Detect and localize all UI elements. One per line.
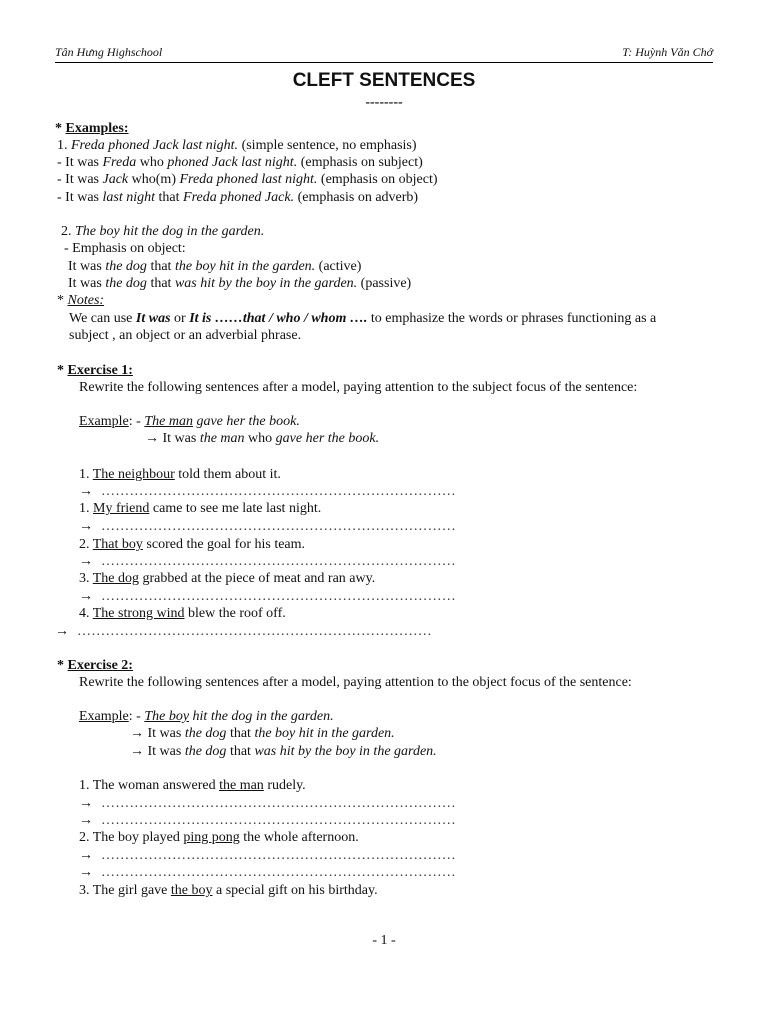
exercise2-example-answer-passive: → It was the dog that was hit by the boy in the garden. bbox=[130, 744, 437, 759]
exercise1-example: Example: - The man gave her the book. bbox=[79, 414, 300, 429]
arrow-icon: → bbox=[145, 431, 159, 446]
answer-blank[interactable]: → ………………………………………………………………… bbox=[79, 865, 456, 880]
arrow-icon: → bbox=[130, 726, 144, 741]
answer-blank[interactable]: → ………………………………………………………………… bbox=[79, 519, 456, 534]
example2-active: It was the dog that the boy hit in the garden. (active) bbox=[68, 259, 362, 274]
exercise1-instruction: Rewrite the following sentences after a model, paying attention to the subject focus of the sentence: bbox=[79, 380, 638, 395]
arrow-icon: → bbox=[55, 624, 69, 639]
exercise2-item: 3. The girl gave the boy a special gift on his birthday. bbox=[79, 883, 378, 898]
exercise2-item: 2. The boy played ping pong the whole afternoon. bbox=[79, 830, 359, 845]
page-number: - 1 - bbox=[372, 933, 396, 948]
answer-blank[interactable]: → ………………………………………………………………… bbox=[79, 554, 456, 569]
exercise1-item: 3. The dog grabbed at the piece of meat and ran awy. bbox=[79, 571, 376, 586]
answer-blank[interactable]: → ………………………………………………………………… bbox=[79, 484, 456, 499]
answer-blank[interactable]: → ………………………………………………………………… bbox=[79, 796, 456, 811]
arrow-icon: → bbox=[79, 796, 93, 811]
exercise2-example-answer-active: → It was the dog that the boy hit in the garden. bbox=[130, 726, 395, 741]
header-rule bbox=[55, 62, 713, 63]
exercise2-item: 1. The woman answered the man rudely. bbox=[79, 778, 306, 793]
exercise1-item: 4. The strong wind blew the roof off. bbox=[79, 606, 286, 621]
exercise1-example-answer: → It was the man who gave her the book. bbox=[145, 431, 380, 446]
exercise1-heading: * Exercise 1: bbox=[57, 363, 133, 378]
arrow-icon: → bbox=[79, 865, 93, 880]
heading-text: Examples: bbox=[65, 121, 129, 136]
notes-line1: We can use It was or It is ……that / who / whom …. to emphasize the words or phrases functioning as a bbox=[69, 311, 657, 326]
exercise2-example: Example: - The boy hit the dog in the garden. bbox=[79, 709, 334, 724]
arrow-icon: → bbox=[130, 744, 144, 759]
exercise1-item: 1. The neighbour told them about it. bbox=[79, 467, 281, 482]
example1-line3: - It was Jack who(m) Freda phoned last night. (emphasis on object) bbox=[57, 172, 438, 187]
arrow-icon: → bbox=[79, 813, 93, 828]
arrow-icon: → bbox=[79, 519, 93, 534]
answer-blank[interactable]: → ………………………………………………………………… bbox=[55, 624, 432, 639]
arrow-icon: → bbox=[79, 484, 93, 499]
arrow-icon: → bbox=[79, 589, 93, 604]
heading-star: * bbox=[55, 121, 66, 136]
answer-blank[interactable]: → ………………………………………………………………… bbox=[79, 589, 456, 604]
arrow-icon: → bbox=[79, 554, 93, 569]
header-school: Tân Hưng Highschool bbox=[55, 45, 163, 59]
exercise2-heading: * Exercise 2: bbox=[57, 658, 133, 673]
example2-emphasis: - Emphasis on object: bbox=[64, 241, 186, 256]
exercise1-item: 2. That boy scored the goal for his team. bbox=[79, 537, 306, 552]
arrow-icon: → bbox=[79, 848, 93, 863]
example1-line2: - It was Freda who phoned Jack last night. (emphasis on subject) bbox=[57, 155, 423, 170]
exercise1-item: 1. My friend came to see me late last night. bbox=[79, 501, 322, 516]
exercise2-instruction: Rewrite the following sentences after a model, paying attention to the object focus of the sentence: bbox=[79, 675, 632, 690]
example2-line1: 2. The boy hit the dog in the garden. bbox=[61, 224, 265, 239]
notes-heading: * Notes: bbox=[57, 293, 105, 308]
example2-passive: It was the dog that was hit by the boy in the garden. (passive) bbox=[68, 276, 412, 291]
example1-line1: 1. Freda phoned Jack last night. (simple sentence, no emphasis) bbox=[57, 138, 417, 153]
page-title: CLEFT SENTENCES bbox=[292, 70, 476, 91]
header-teacher: T: Huỳnh Văn Chớ bbox=[622, 45, 713, 59]
examples-heading bbox=[55, 120, 129, 137]
notes-line2: subject , an object or an adverbial phrase. bbox=[69, 328, 302, 343]
title-underline-dashes: -------- bbox=[365, 95, 403, 110]
answer-blank[interactable]: → ………………………………………………………………… bbox=[79, 813, 456, 828]
example1-line4: - It was last night that Freda phoned Jack. (emphasis on adverb) bbox=[57, 190, 419, 205]
answer-blank[interactable]: → ………………………………………………………………… bbox=[79, 848, 456, 863]
